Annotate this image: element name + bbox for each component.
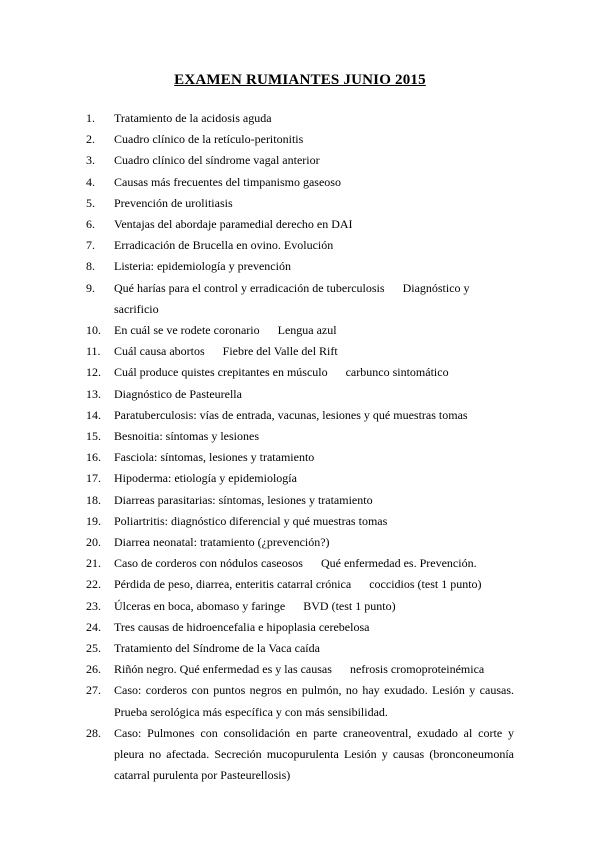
item-number: 17.: [86, 471, 101, 486]
item-number: 7.: [86, 238, 95, 253]
item-number: 28.: [86, 725, 101, 740]
item-text: Qué harías para el control y erradicación de tuberculosis: [114, 280, 385, 295]
item-text: Tratamiento de la acidosis aguda: [114, 111, 272, 125]
item-text: Prevención de urolitiasis: [114, 195, 233, 210]
item-text: Ventajas del abordaje paramedial derecho en DAI: [114, 217, 353, 232]
item-text: Erradicación de Brucella en ovino. Evolución: [114, 238, 334, 253]
item-number: 2.: [86, 132, 95, 147]
item-number: 3.: [86, 153, 95, 168]
question-list: [86, 108, 514, 787]
item-number: 26.: [86, 662, 101, 677]
item-text: Fasciola: síntomas, lesiones y tratamiento: [114, 450, 315, 465]
list-item: [86, 278, 514, 320]
list-item: [86, 193, 514, 214]
list-item: [86, 723, 514, 787]
item-answer: coccidios (test 1 punto): [369, 577, 482, 592]
item-number: 9.: [86, 280, 95, 295]
item-number: 16.: [86, 450, 101, 465]
item-text: Diagnóstico de Pasteurella: [114, 386, 242, 401]
item-number: 5.: [86, 195, 95, 210]
list-item: [86, 490, 514, 511]
item-text: Pérdida de peso, diarrea, enteritis catarral crónica: [114, 577, 352, 592]
item-number: 23.: [86, 598, 101, 613]
item-text: Riñón negro. Qué enfermedad es y las causas: [114, 662, 332, 677]
item-number: 11.: [86, 344, 101, 359]
item-text: Hipoderma: etiología y epidemiología: [114, 471, 297, 486]
list-item: [86, 447, 514, 468]
item-text: Tres causas de hidroencefalia e hipoplasia cerebelosa: [114, 619, 370, 634]
list-item: [86, 574, 514, 595]
item-answer: Lengua azul: [277, 323, 337, 338]
item-text: Causas más frecuentes del timpanismo gaseoso: [114, 174, 341, 189]
item-answer: Diagnóstico y sacrificio: [114, 280, 470, 316]
item-text: Caso de corderos con nódulos caseosos: [114, 556, 303, 571]
item-text: Cuadro clínico del síndrome vagal anterior: [114, 153, 320, 168]
item-text: Tratamiento del Síndrome de la Vaca caída: [114, 641, 320, 656]
item-text: Diarrea neonatal: tratamiento (¿prevención?): [114, 535, 330, 550]
item-answer: BVD (test 1 punto): [303, 598, 396, 613]
list-item: [86, 468, 514, 489]
list-item: [86, 532, 514, 553]
item-number: 25.: [86, 641, 101, 656]
item-text-line: Prueba serológica más específica y con más sensibilidad.: [114, 704, 388, 719]
item-text-line: catarral purulenta por Pasteurellosis): [114, 768, 291, 783]
list-item: [86, 150, 514, 171]
item-number: 15.: [86, 429, 101, 444]
item-answer: Fiebre del Valle del Rift: [222, 344, 338, 359]
item-number: 10.: [86, 323, 101, 338]
item-text: Poliartritis: diagnóstico diferencial y qué muestras tomas: [114, 513, 388, 528]
item-answer: carbunco sintomático: [345, 365, 449, 380]
list-item: [86, 256, 514, 277]
item-number: 6.: [86, 217, 95, 232]
item-number: 19.: [86, 513, 101, 528]
list-item: [86, 320, 514, 341]
list-item: [86, 214, 514, 235]
item-number: 12.: [86, 365, 101, 380]
item-text-line: pleura no afectada. Secreción mucopurulenta Lesión y causas (bronconeumonía: [114, 747, 514, 762]
list-item: [86, 129, 514, 150]
item-number: 24.: [86, 619, 101, 634]
item-number: 20.: [86, 535, 101, 550]
item-answer: Qué enfermedad es. Prevención.: [320, 556, 477, 571]
item-text: Cuadro clínico de la retículo-peritonitis: [114, 132, 304, 147]
item-number: 8.: [86, 259, 95, 274]
list-item: [86, 405, 514, 426]
item-text: Diarreas parasitarias: síntomas, lesiones y tratamiento: [114, 492, 373, 507]
list-item: [86, 341, 514, 362]
item-number: 27.: [86, 683, 101, 698]
list-item: [86, 617, 514, 638]
item-text-line: Caso: corderos con puntos negros en pulmón, no hay exudado. Lesión y causas.: [114, 683, 514, 698]
list-item: [86, 638, 514, 659]
list-item: [86, 426, 514, 447]
item-number: 14.: [86, 407, 101, 422]
page-title: EXAMEN RUMIANTES JUNIO 2015: [174, 72, 426, 88]
item-number: 21.: [86, 556, 101, 571]
list-item: [86, 511, 514, 532]
list-item: [86, 680, 514, 722]
item-number: 22.: [86, 577, 101, 592]
item-answer: nefrosis cromoproteinémica: [349, 662, 485, 677]
list-item: [86, 362, 514, 383]
list-item: [86, 108, 514, 129]
item-text: Úlceras en boca, abomaso y faringe: [114, 598, 286, 613]
list-item: [86, 384, 514, 405]
item-number: 4.: [86, 174, 95, 189]
item-text: En cuál se ve rodete coronario: [114, 323, 260, 338]
item-text: Paratuberculosis: vías de entrada, vacunas, lesiones y qué muestras tomas: [114, 407, 468, 422]
item-number: 1.: [86, 111, 95, 125]
item-text: Cuál produce quistes crepitantes en músculo: [114, 365, 328, 380]
item-text: Cuál causa abortos: [114, 344, 205, 359]
item-text: Listeria: epidemiología y prevención: [114, 259, 291, 274]
list-item: [86, 659, 514, 680]
item-text: Besnoitia: síntomas y lesiones: [114, 429, 259, 444]
list-item: [86, 553, 514, 574]
list-item: [86, 172, 514, 193]
list-item: [86, 596, 514, 617]
item-number: 18.: [86, 492, 101, 507]
item-text-line: Caso: Pulmones con consolidación en parte craneoventral, exudado al corte y: [114, 725, 514, 740]
list-item: [86, 235, 514, 256]
item-number: 13.: [86, 386, 101, 401]
